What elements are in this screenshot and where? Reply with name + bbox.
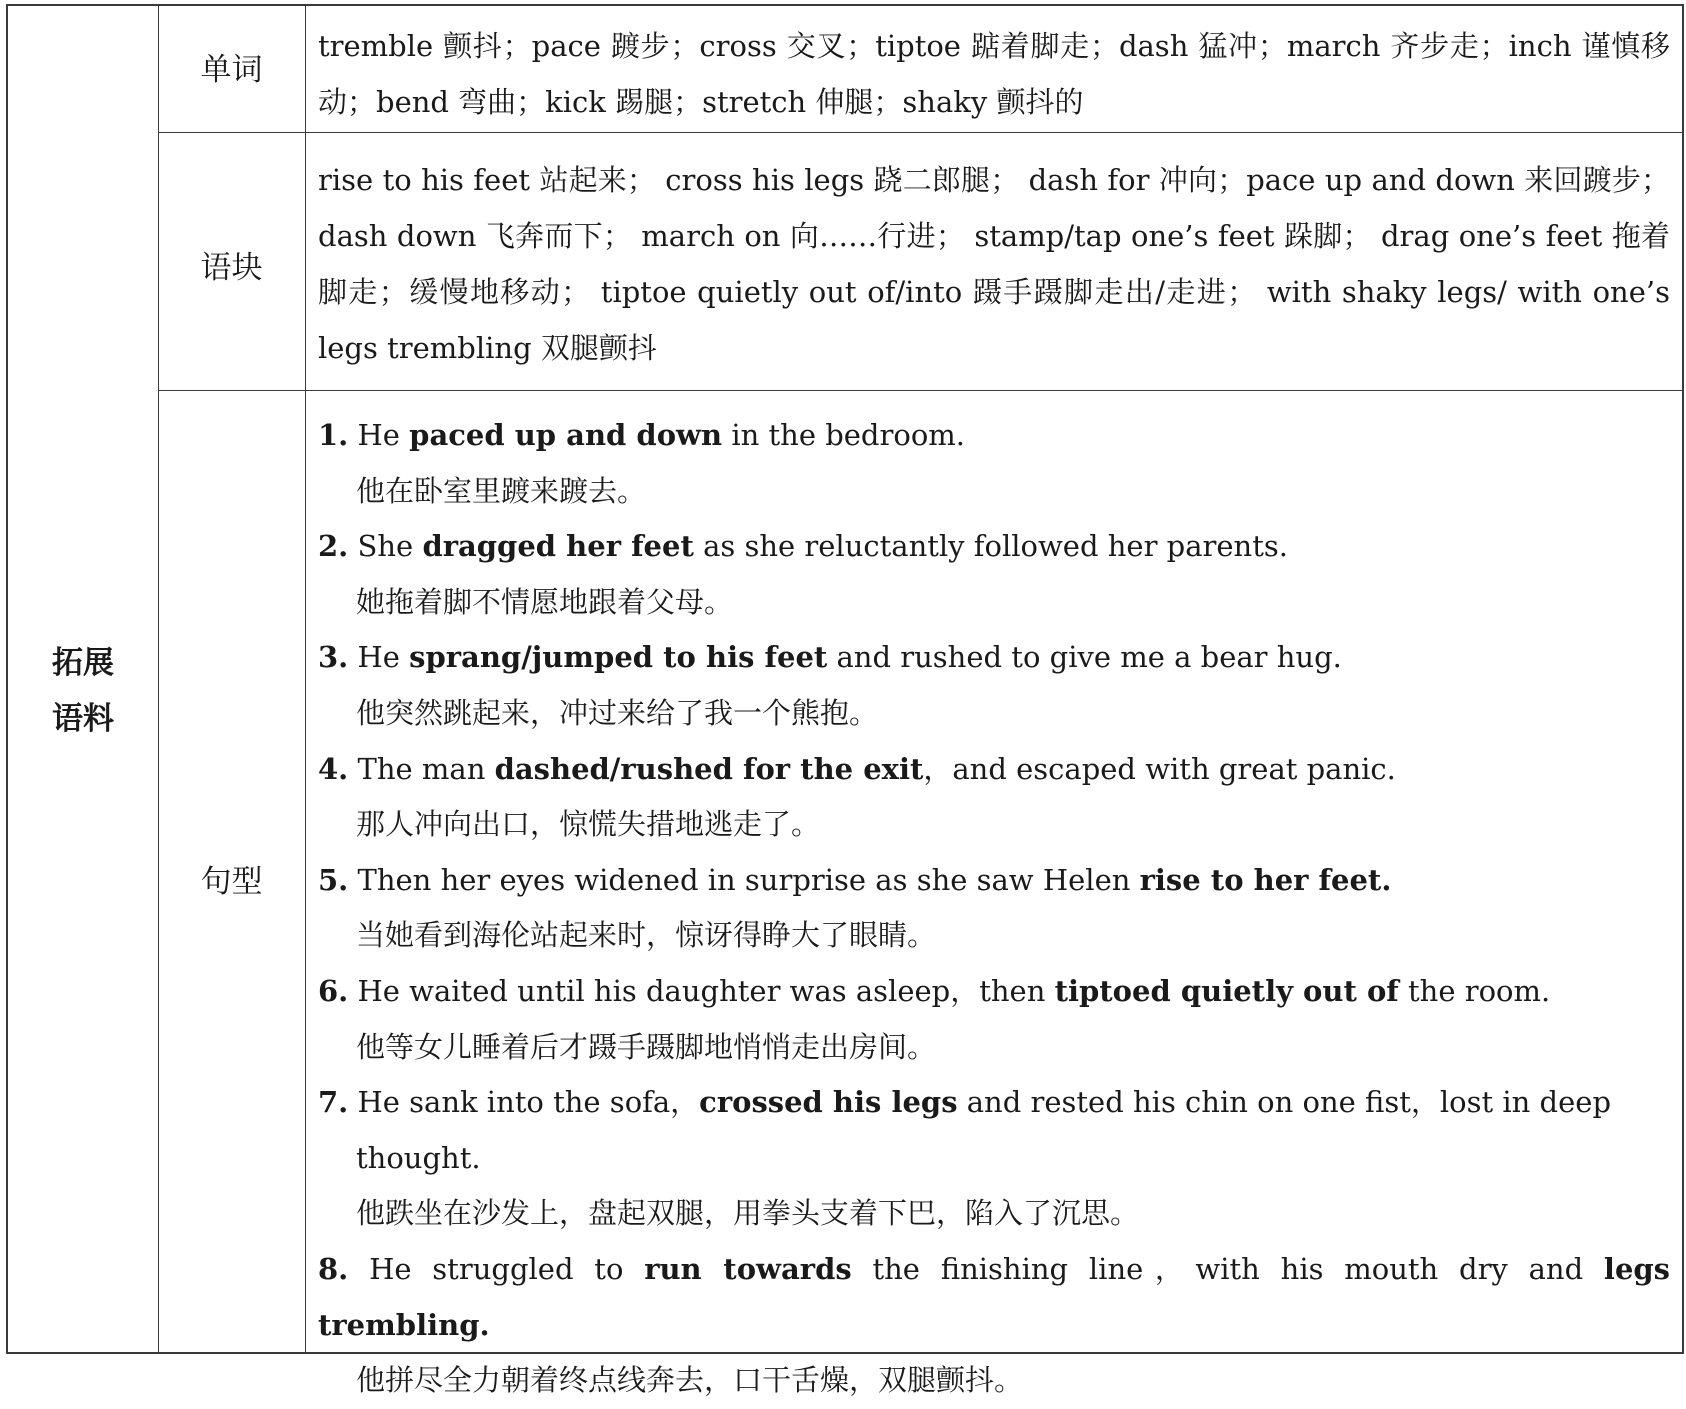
sentence-number: 8. xyxy=(318,1251,349,1286)
sentence-translation: 他突然跳起来，冲过来给了我一个熊抱。 xyxy=(356,695,879,730)
sentence-number: 1. xyxy=(318,418,349,452)
words-content: tremble 颤抖；pace 踱步；cross 交叉；tiptoe 踮着脚走；dash 猛冲；march 齐步走；inch 谨慎移动；bend 弯曲；kick 踢腿；stretch 伸腿；shaky 颤抖的 xyxy=(318,29,1670,119)
row-divider xyxy=(158,132,1682,133)
sentence-translation: 她拖着脚不情愿地跟着父母。 xyxy=(356,584,734,619)
sentence-number: 2. xyxy=(318,529,349,564)
row-divider xyxy=(158,390,1682,391)
key-phrase: run towards xyxy=(644,1251,852,1286)
section-label xyxy=(8,626,158,756)
sentence-english: 6. He waited until his daughter was asleep，then tiptoed quietly out of the room. xyxy=(318,973,1551,1008)
key-phrase: sprang/jumped to his feet xyxy=(409,640,828,675)
key-phrase: dashed/rushed for the exit xyxy=(494,751,924,786)
column-divider xyxy=(305,6,306,1352)
column-divider xyxy=(158,6,159,1352)
sentence-english: 1. He paced up and down in the bedroom. xyxy=(318,418,965,452)
key-phrase: paced up and down xyxy=(409,418,723,452)
key-phrase: rise to her feet. xyxy=(1139,862,1392,897)
sentence-english: 7. He sank into the sofa，crossed his legs and rested his chin on one fist，lost in deep xyxy=(318,1085,1612,1120)
sentence-translation: 他拼尽全力朝着终点线奔去，口干舌燥，双腿颤抖。 xyxy=(356,1363,1024,1398)
sentence-english: 3. He sprang/jumped to his feet and rushed to give me a bear hug. xyxy=(318,640,1342,675)
sentence-translation: 他跌坐在沙发上，盘起双腿，用拳头支着下巴，陷入了沉思。 xyxy=(356,1196,1140,1231)
section-label-line: 语料 xyxy=(52,701,114,737)
sentence-english: 8. He struggled to run towards the finishing line，with his mouth dry and legs trembling. xyxy=(318,1251,1670,1342)
words-label: 单词 xyxy=(200,52,263,88)
sentence-list xyxy=(318,408,1670,1409)
sentence-number: 6. xyxy=(318,973,349,1008)
chunks-content: rise to his feet 站起来； cross his legs 跷二郎腿； dash for 冲向；pace up and down 来回踱步；dash down 飞奔而下； march on 向……行进； stamp/tap one’s feet 跺脚； drag one’s feet 拖着脚走；缓慢地移动； tiptoe quietly out of/into 蹑手蹑脚走出/走进； with shaky legs/ with one’s legs trembling 双腿颤抖 xyxy=(318,163,1670,365)
sentence-number: 7. xyxy=(318,1085,349,1120)
sentences-label: 句型 xyxy=(200,864,263,900)
sentence-number: 3. xyxy=(318,640,349,675)
sentence-english: 2. She dragged her feet as she reluctantly followed her parents. xyxy=(318,529,1288,564)
sentence-translation: 当她看到海伦站起来时，惊讶得睁大了眼睛。 xyxy=(356,918,937,953)
key-phrase: crossed his legs xyxy=(699,1085,958,1120)
sentence-translation: 他在卧室里踱来踱去。 xyxy=(356,473,647,508)
sentence-english-continued: thought. xyxy=(356,1140,481,1175)
section-label-line: 拓展 xyxy=(52,645,114,681)
sentence-english: 4. The man dashed/rushed for the exit，and escaped with great panic. xyxy=(318,751,1396,786)
sentence-translation: 那人冲向出口，惊慌失措地逃走了。 xyxy=(356,807,821,842)
sentence-english: 5. Then her eyes widened in surprise as she saw Helen rise to her feet. xyxy=(318,862,1392,897)
key-phrase: dragged her feet xyxy=(422,529,694,564)
vocabulary-table xyxy=(6,4,1684,1398)
sentence-translation: 他等女儿睡着后才蹑手蹑脚地悄悄走出房间。 xyxy=(356,1029,937,1064)
key-phrase: tiptoed quietly out of xyxy=(1054,973,1399,1008)
sentence-number: 5. xyxy=(318,862,349,897)
chunks-label: 语块 xyxy=(200,250,263,286)
sentence-number: 4. xyxy=(318,751,349,786)
key-phrase: legs trembling. xyxy=(318,1251,1670,1342)
